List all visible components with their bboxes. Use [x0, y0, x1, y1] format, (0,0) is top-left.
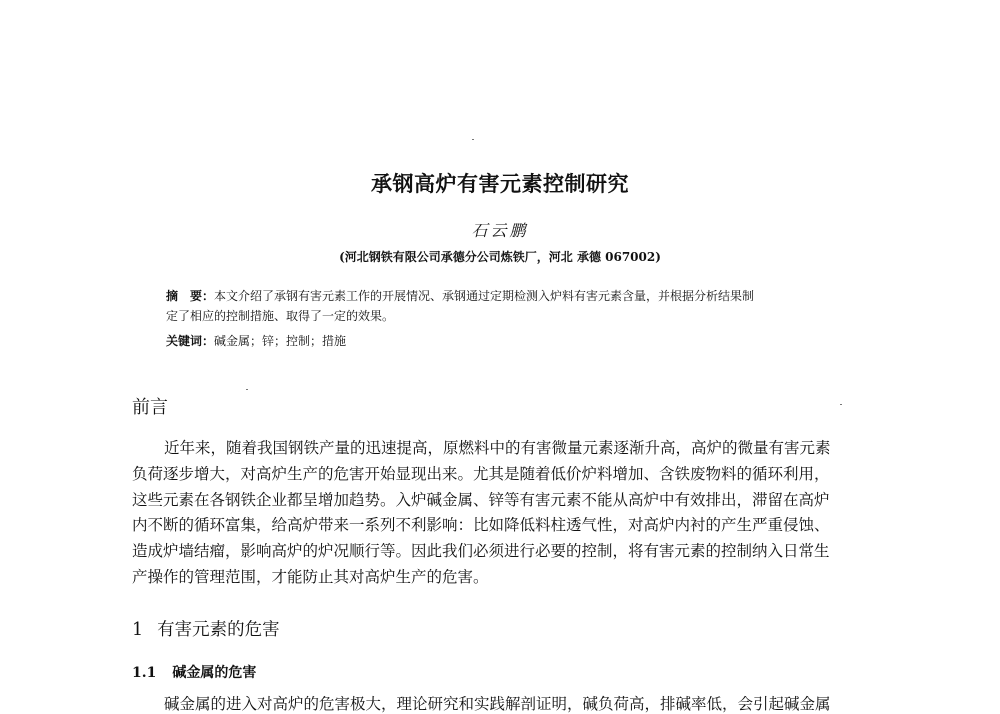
section-1-1-heading [132, 662, 256, 682]
paper-title: 承钢高炉有害元素控制研究 [371, 172, 629, 196]
abstract [166, 286, 866, 326]
paragraph-line: 近年来，随着我国钢铁产量的迅速提高，原燃料中的有害微量元素逐渐升高，高炉的微量有害元素 [164, 439, 831, 457]
section-1-1-first-line: 碱金属的进入对高炉的危害极大，理论研究和实践解剖证明，碱负荷高，排碱率低，会引起碱金属 [164, 695, 831, 713]
keywords-text: 碱金属；锌；控制；措施 [214, 334, 347, 348]
paragraph-line: 产操作的管理范围，才能防止其对高炉生产的危害。 [132, 567, 489, 586]
paragraph-line: 造成炉墙结瘤，影响高炉的炉况顺行等。因此我们必须进行必要的控制，将有害元素的控制纳入日常生 [132, 542, 830, 561]
scan-speck [246, 389, 248, 390]
keywords-label: 关键词： [166, 334, 215, 348]
paragraph-line: 负荷逐步增大，对高炉生产的危害开始显现出来。尤其是随着低价炉料增加、含铁废物料的循环利用， [132, 464, 830, 483]
scan-speck [472, 139, 474, 140]
paragraph-line: 这些元素在各钢铁企业都呈增加趋势。入炉碱金属、锌等有害元素不能从高炉中有效排出，滞留在高炉 [132, 490, 830, 509]
paragraph-line: 内不断的循环富集，给高炉带来一系列不利影响：比如降低料柱透气性，对高炉内衬的产生严重侵蚀、 [132, 516, 830, 535]
section-1-title: 有害元素的危害 [157, 620, 280, 640]
preface-heading: 前言 [132, 397, 168, 418]
keywords [166, 331, 346, 351]
scan-speck [840, 404, 842, 405]
paper-author: 石云鹏 [471, 221, 529, 240]
section-1-1-title: 碱金属的危害 [172, 665, 257, 681]
section-1-number: 1 [132, 620, 144, 640]
section-1-1-number: 1.1 [132, 665, 157, 681]
section-1-heading [132, 616, 280, 641]
paper-affiliation: (河北钢铁有限公司承德分公司炼铁厂，河北 承德 067002) [339, 250, 661, 264]
abstract-text-line-2: 定了相应的控制措施、取得了一定的效果。 [166, 309, 395, 323]
preface-paragraph [132, 436, 892, 591]
abstract-label: 摘 要： [166, 289, 215, 303]
abstract-text-line-1: 本文介绍了承钢有害元素工作的开展情况、承钢通过定期检测入炉料有害元素含量，并根据分析结果制 [214, 289, 755, 303]
